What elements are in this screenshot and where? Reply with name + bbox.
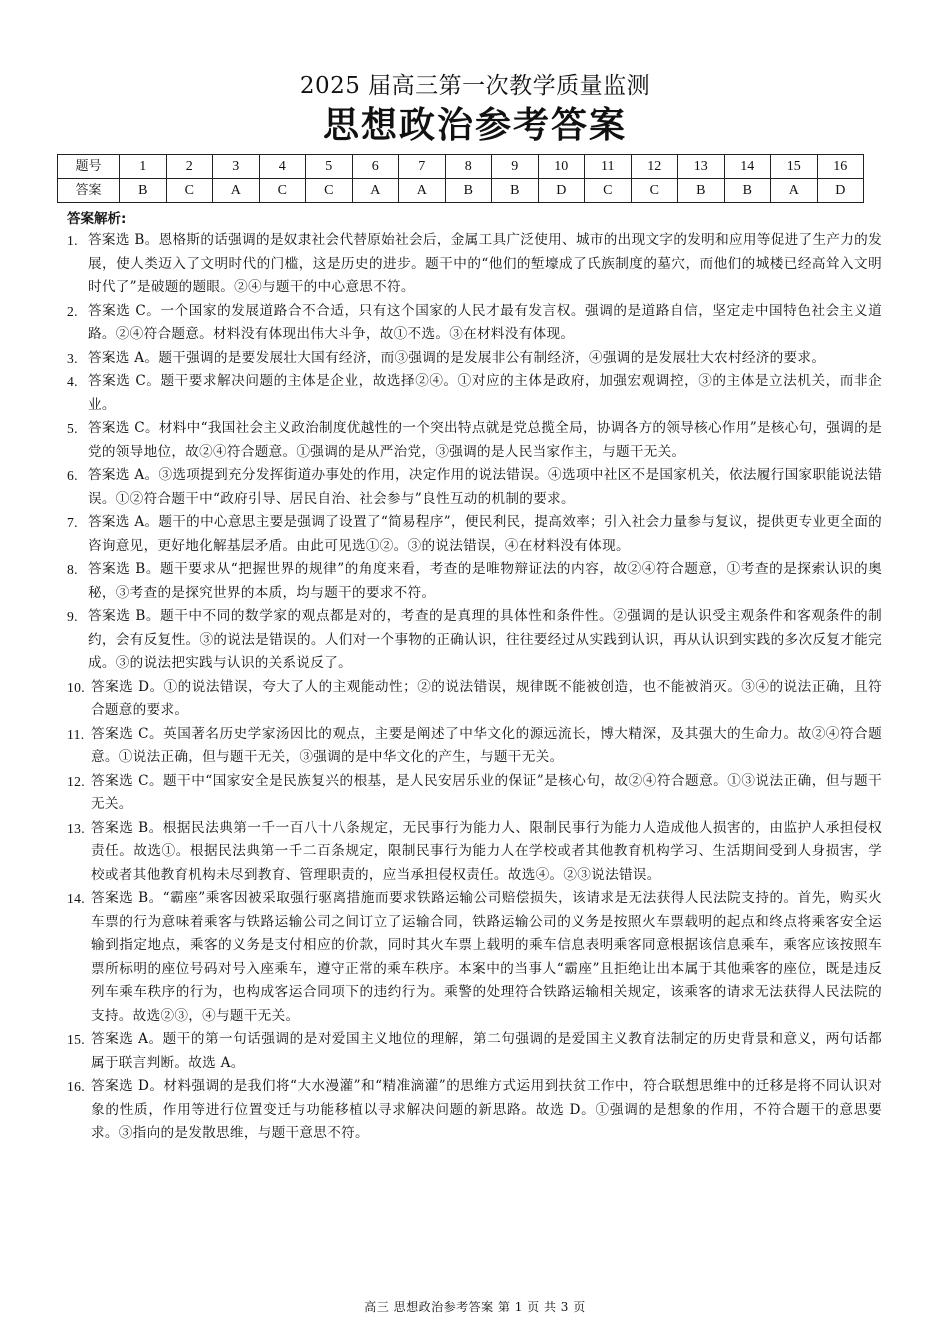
question-number: 10 [538,155,585,179]
item-text: 答案选 B。根据民法典第一千一百八十八条规定，无民事行为能力人、限制民事行为能力人造成他人损害的，由监护人承担侵权责任。故选①。根据民法典第一千二百条规定，限制民事行为能力人在学校或者其他教育机构学习、生活期间受到人身损害，学校或者其他教育机构未尽到教育、管理职责的，应当承担侵权责任。故选④。②③说法错误。 [91,819,882,883]
item-text: 答案选 D。材料强调的是我们将“大水漫灌”和“精准滴灌”的思维方式运用到扶贫工作中，符合联想思维中的迁移是将不同认识对象的性质，作用等进行位置变迁与功能移植以寻求解决问题的新思路。故选 D。①强调的是想象的作用，不符合题干的意思要求。③指向的是发散思维，与题干意思不符。 [91,1078,882,1141]
item-text: 答案选 C。英国著名历史学家汤因比的观点，主要是阐述了中华文化的源远流长，博大精深，及其强大的生命力。故②④符合题意。①说法正确，但与题干无关，③强调的是中华文化的产生，与题干无关。 [91,725,882,765]
item-number: 4. [67,374,78,389]
analysis-item [67,511,882,558]
answer-cell: C [631,179,678,203]
analysis-item [67,817,882,888]
question-number: 8 [445,155,492,179]
analysis-heading: 答案解析: [67,211,127,227]
analysis-item [67,464,882,511]
item-number: 6. [67,468,78,483]
question-number-row [58,155,864,179]
row-label-number: 题号 [58,155,120,179]
answer-cell: C [306,179,353,203]
analysis-item [67,347,882,371]
item-text: 答案选 C。一个国家的发展道路合不合适，只有这个国家的人民才最有发言权。强调的是道路自信，坚定走中国特色社会主义道路。②④符合题意。材料没有体现出伟大斗争，故①不选。③在材料没有体现。 [88,302,882,342]
analysis-item [67,300,882,347]
question-number: 7 [399,155,446,179]
item-number: 14. [67,891,85,906]
item-number: 7. [67,515,78,530]
item-number: 13. [67,820,85,836]
analysis-item [67,417,882,464]
item-number: 16. [67,1079,85,1094]
answer-table [57,154,864,203]
item-text: 答案选 B。“霸座”乘客因被采取强行驱离措施而要求铁路运输公司赔偿损失，该请求是无法获得人民法院支持的。首先，购买火车票的行为意味着乘客与铁路运输公司之间订立了运输合同，铁路运输公司的义务是按照火车票载明的起点和终点将乘客安全运输到指定地点，乘客的义务是支付相应的价款，同时其火车票上载明的乘车信息表明乘客同意根据该信息乘车，乘客应该按照车票所标明的座位号码对号入座乘车，遵守正常的乘车秩序。本案中的当事人“霸座”且拒绝让出本属于其他乘客的座位，既是违反列车乘车秩序的行为，也构成客运合同项下的违约行为。乘警的处理符合铁路运输相关规定，该乘客的请求无法获得人民法院的支持。故选②③，④与题干无关。 [91,890,882,1024]
answer-cell: A [352,179,399,203]
analysis-item [67,370,882,417]
item-text: 答案选 C。题干要求解决问题的主体是企业，故选择②④。①对应的主体是政府，加强宏观调控，③的主体是立法机关，而非企业。 [88,373,882,413]
question-number: 6 [352,155,399,179]
exam-subtitle: 2025 届高三第一次教学质量监测 [299,73,651,99]
item-number: 5. [67,421,78,436]
item-text: 答案选 C。材料中“我国社会主义政治制度优越性的一个突出特点就是党总揽全局，协调各方的领导核心作用”是核心句，强调的是党的领导地位，故②④符合题意。①强调的是从严治党，③强调的是人民当家作主，与题干无关。 [88,420,882,460]
answer-cell: B [678,179,725,203]
answer-cell: C [259,179,306,203]
item-number: 8. [67,562,78,577]
question-number: 15 [771,155,818,179]
item-number: 1. [67,233,78,248]
item-text: 答案选 B。题干要求从“把握世界的规律”的角度来看，考查的是唯物辩证法的内容，故②④符合题意，①考查的是探索认识的奥秘，③考查的是探究世界的本质，均与题干的要求不符。 [88,561,882,601]
item-text: 答案选 A。③选项提到充分发挥街道办事处的作用，决定作用的说法错误。④选项中社区不是国家机关，依法履行国家职能说法错误。①②符合题干中“政府引导、居民自治、社会参与”良性互动的机制的要求。 [88,467,882,507]
question-number: 5 [306,155,353,179]
question-number: 12 [631,155,678,179]
page-footer: 高三 思想政治参考答案 第 1 页 共 3 页 [364,1300,586,1314]
item-number: 3. [67,350,78,366]
analysis-item [67,676,882,723]
question-number: 9 [492,155,539,179]
answer-cell: A [771,179,818,203]
item-text: 答案选 A。题干的第一句话强调的是对爱国主义地位的理解，第二句强调的是爱国主义教育法制定的历史背景和意义，两句话都属于联言判断。故选 A。 [91,1031,882,1071]
question-number: 14 [724,155,771,179]
row-label-answer: 答案 [58,179,120,203]
item-number: 9. [67,609,78,624]
item-text: 答案选 A。题干的中心意思主要是强调了设置了“简易程序”，便民利民，提高效率；引入社会力量参与复议，提供更专业更全面的咨询意见，更好地化解基层矛盾。由此可见选①②。③的说法错误，④在材料没有体现。 [88,514,882,554]
analysis-list [67,229,882,1146]
item-text: 答案选 A。题干强调的是要发展壮大国有经济，而③强调的是发展非公有制经济，④强调的是发展壮大农村经济的要求。 [88,349,826,366]
analysis-item [67,723,882,770]
analysis-item [67,558,882,605]
item-number: 2. [67,303,78,319]
analysis-item [67,605,882,676]
page-title: 思想政治参考答案 [322,104,627,146]
answer-cell: D [538,179,585,203]
answer-cell: A [399,179,446,203]
analysis-item [67,770,882,817]
item-text: 答案选 C。题干中“国家安全是民族复兴的根基，是人民安居乐业的保证”是核心句，故②④符合题意。①③说法正确，但与题干无关。 [91,772,882,812]
item-number: 15. [67,1032,85,1047]
item-text: 答案选 D。①的说法错误，夸大了人的主观能动性；②的说法错误，规律既不能被创造，也不能被消灭。③④的说法正确，且符合题意的要求。 [91,678,882,718]
item-text: 答案选 B。题干中不同的数学家的观点都是对的，考查的是真理的具体性和条件性。②强调的是认识受主观条件和客观条件的制约，会有反复性。③的说法是错误的。人们对一个事物的正确认识，往往要经过从实践到认识，再从认识到实践的多次反复才能完成。③的说法把实践与认识的关系说反了。 [88,608,882,671]
analysis-item [67,1028,882,1075]
question-number: 3 [213,155,260,179]
answer-cell: B [120,179,167,203]
item-number: 10. [67,679,85,695]
answer-row [58,179,864,203]
question-number: 11 [585,155,632,179]
answer-cell: C [585,179,632,203]
question-number: 4 [259,155,306,179]
question-number: 16 [817,155,864,179]
item-number: 12. [67,773,85,789]
analysis-item [67,229,882,300]
question-number: 2 [166,155,213,179]
analysis-item [67,887,882,1028]
answer-cell: B [492,179,539,203]
answer-cell: B [724,179,771,203]
item-text: 答案选 B。恩格斯的话强调的是奴隶社会代替原始社会后，金属工具广泛使用、城市的出现文字的发明和应用等促进了生产力的发展，使人类迈入了文明时代的门槛，这是历史的进步。题干中的“他们的堑壕成了氏族制度的墓穴，而他们的城楼已经高耸入文明时代了”是破题的题眼。②④与题干的中心意思不符。 [88,232,882,295]
question-number: 13 [678,155,725,179]
question-number: 1 [120,155,167,179]
answer-cell: D [817,179,864,203]
answer-cell: B [445,179,492,203]
analysis-item [67,1075,882,1146]
item-number: 11. [67,726,85,742]
answer-cell: A [213,179,260,203]
answer-cell: C [166,179,213,203]
